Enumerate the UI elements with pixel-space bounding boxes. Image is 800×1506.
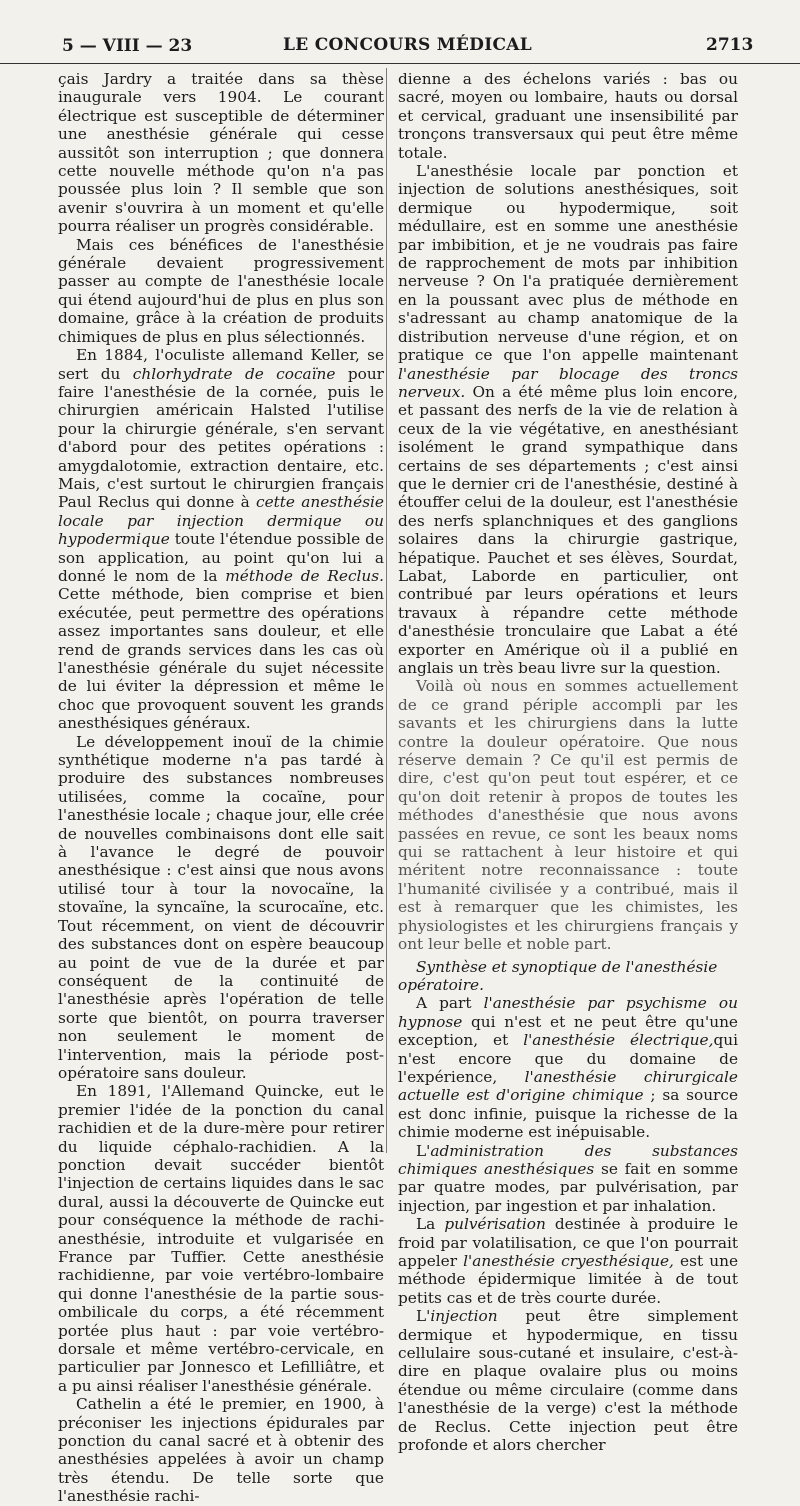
paragraph: çais Jardry a traitée dans sa thèse inaugurale vers 1904. Le courant électrique est susceptible de déterminer une anesthésie générale qui cesse aussitôt son interruption ; que donnera cette nouvelle méthode qu'on n'a pas poussée plus loin ? Il semble que son avenir s'ouvrira à un moment et qu'elle pourra réaliser un progrès considérable. [58, 70, 384, 236]
paragraph: A part l'anesthésie par psychisme ou hypnose qui n'est et ne peut être qu'une exception, et l'anesthésie électrique,qui n'est encore que du domaine de l'expérience, l'anesthésie chirurgicale actuelle est d'origine chimique ; sa source est donc infinie, puisque la richesse de la chimie moderne est inépuisable. [398, 994, 738, 1142]
paragraph: Le développement inouï de la chimie synthétique moderne n'a pas tardé à produire des substances nombreuses utilisées, comme la cocaïne, pour l'anesthésie locale ; chaque jour, elle crée de nouvelles combinaisons dont elle sait à l'avance le degré de pouvoir anesthésique : c'est ainsi que nous avons utilisé tour à tour la novocaïne, la stovaïne, la syncaïne, la scurocaïne, etc. Tout récemment, on vient de découvrir des substances dont on espère beaucoup au point de vue de la durée et par conséquent de la continuité de l'anesthésie après l'opération de telle sorte que bientôt, on pourra traverser non seulement le moment de l'intervention, mais la période post-opératoire sans douleur. [58, 732, 384, 1082]
right-column [398, 70, 738, 1454]
issue-number: 5 — VIII — 23 [62, 36, 193, 56]
column-divider [386, 68, 387, 1153]
paragraph: L'injection peut être simplement dermique et hypodermique, en tissu cellulaire sous-cutané et insulaire, c'est-à-dire en plaque ovalaire plus ou moins étendue ou même circulaire (comme dans l'anesthésie de la verge) c'est la méthode de Reclus. Cette injection peut être profonde et alors chercher [398, 1307, 738, 1455]
section-heading: Synthèse et synoptique de l'anesthésie opératoire. [398, 957, 718, 994]
page-number: 2713 [706, 35, 754, 55]
paragraph: En 1884, l'oculiste allemand Keller, se sert du chlorhydrate de cocaïne pour faire l'anesthésie de la cornée, puis le chirurgien américain Halsted l'utilise pour la chirurgie générale, s'en servant d'abord pour des petites opérations : amygdalotomie, extraction dentaire, etc. Mais, c'est surtout le chirurgien français Paul Reclus qui donne à cette anesthésie locale par injection dermique ou hypodermique toute l'étendue possible de son application, au point qu'on lui a donné le nom de la méthode de Reclus. Cette méthode, bien comprise et bien exécutée, peut permettre des opérations assez importantes sans douleur, et elle rend de grands services dans les cas où l'anesthésie générale du sujet nécessite de lui éviter la dépression et même le choc que provoquent souvent les grands anesthésiques généraux. [58, 346, 384, 733]
page-header [0, 33, 800, 64]
paragraph: Cathelin a été le premier, en 1900, à préconiser les injections épidurales par ponction du canal sacré et à obtenir des anesthésies appelées à avoir un champ très étendu. De telle sorte que l'anesthésie rachi- [58, 1395, 384, 1506]
paragraph: Voilà où nous en sommes actuellement de ce grand périple accompli par les savants et les chirurgiens dans la lutte contre la douleur opératoire. Que nous réserve demain ? Ce qu'il est permis de dire, c'est qu'on peut tout espérer, et ce qu'on doit retenir à propos de toutes les méthodes d'anesthésie que nous avons passées en revue, ce sont les beaux noms qui se rattachent à leur histoire et qui méritent notre reconnaissance : toute l'humanité civilisée y a contribué, mais il est à remarquer que les chimistes, les physiologistes et les chirurgiens français y ont leur belle et noble part. [398, 677, 738, 954]
paragraph: L'administration des substances chimiques anesthésiques se fait en somme par quatre modes, par pulvérisation, par injection, par ingestion et par inhalation. [398, 1141, 738, 1215]
paragraph: La pulvérisation destinée à produire le froid par volatilisation, ce que l'on pourrait appeler l'anesthésie cryesthésique, est une méthode épidermique limitée à de tout petits cas et de très courte durée. [398, 1215, 739, 1307]
paragraph: Mais ces bénéfices de l'anesthésie générale devaient progressivement passer au compte de l'anesthésie locale qui étend aujourd'hui de plus en plus son domaine, grâce à la création de produits chimiques de plus en plus sélectionnés. [58, 235, 384, 346]
left-column [58, 70, 384, 1506]
journal-title: LE CONCOURS MÉDICAL [283, 35, 533, 55]
paragraph: L'anesthésie locale par ponction et injection de solutions anesthésiques, soit dermique ou hypodermique, soit médullaire, est en somme une anesthésie par imbibition, et je ne voudrais pas faire de rapprochement de mots par inhibition nerveuse ? On l'a pratiquée dernièrement en la poussant avec plus de méthode en s'adressant au champ anatomique de la distribution nerveuse d'une région, et on pratique ce que l'on appelle maintenant l'anesthésie par blocage des troncs nerveux. On a été même plus loin encore, et passant des nerfs de la vie de relation à ceux de la vie végétative, en anesthésiant isolément le grand sympathique dans certains de ses départements ; c'est ainsi que le dernier cri de l'anesthésie, destiné à étouffer celui de la douleur, est l'anesthésie des nerfs splanchniques et des ganglions solaires dans la chirurgie gastrique, hépatique. Pauchet et ses élèves, Sourdat, Labat, Laborde en particulier, ont contribué par leurs opérations et leurs travaux à répandre cette méthode d'anesthésie tronculaire que Labat a été exporter en Amérique où il a publié en anglais un très beau livre sur la question. [398, 162, 738, 677]
paragraph: En 1891, l'Allemand Quincke, eut le premier l'idée de la ponction du canal rachidien et de la dure-mère pour retirer du liquide céphalo-rachidien. A la ponction devait succéder bientôt l'injection de certains liquides dans le sac dural, aussi la découverte de Quincke eut pour conséquence la méthode de rachi-anesthésie, introduite et vulgarisée en France par Tuffier. Cette anesthésie rachidienne, par voie vertébro-lombaire qui donne l'anesthésie de la partie sous-ombilicale du corps, a été récemment portée plus haut : par voie vertébro-dorsale et même vertébro-cervicale, en particulier par Jonnesco et Lefilliâtre, et a pu ainsi réaliser l'anesthésie générale. [58, 1082, 384, 1395]
paragraph: dienne a des échelons variés : bas ou sacré, moyen ou lombaire, hauts ou dorsal et cervical, graduant une insensibilité par tronçons transversaux qui peut être même totale. [398, 70, 738, 162]
